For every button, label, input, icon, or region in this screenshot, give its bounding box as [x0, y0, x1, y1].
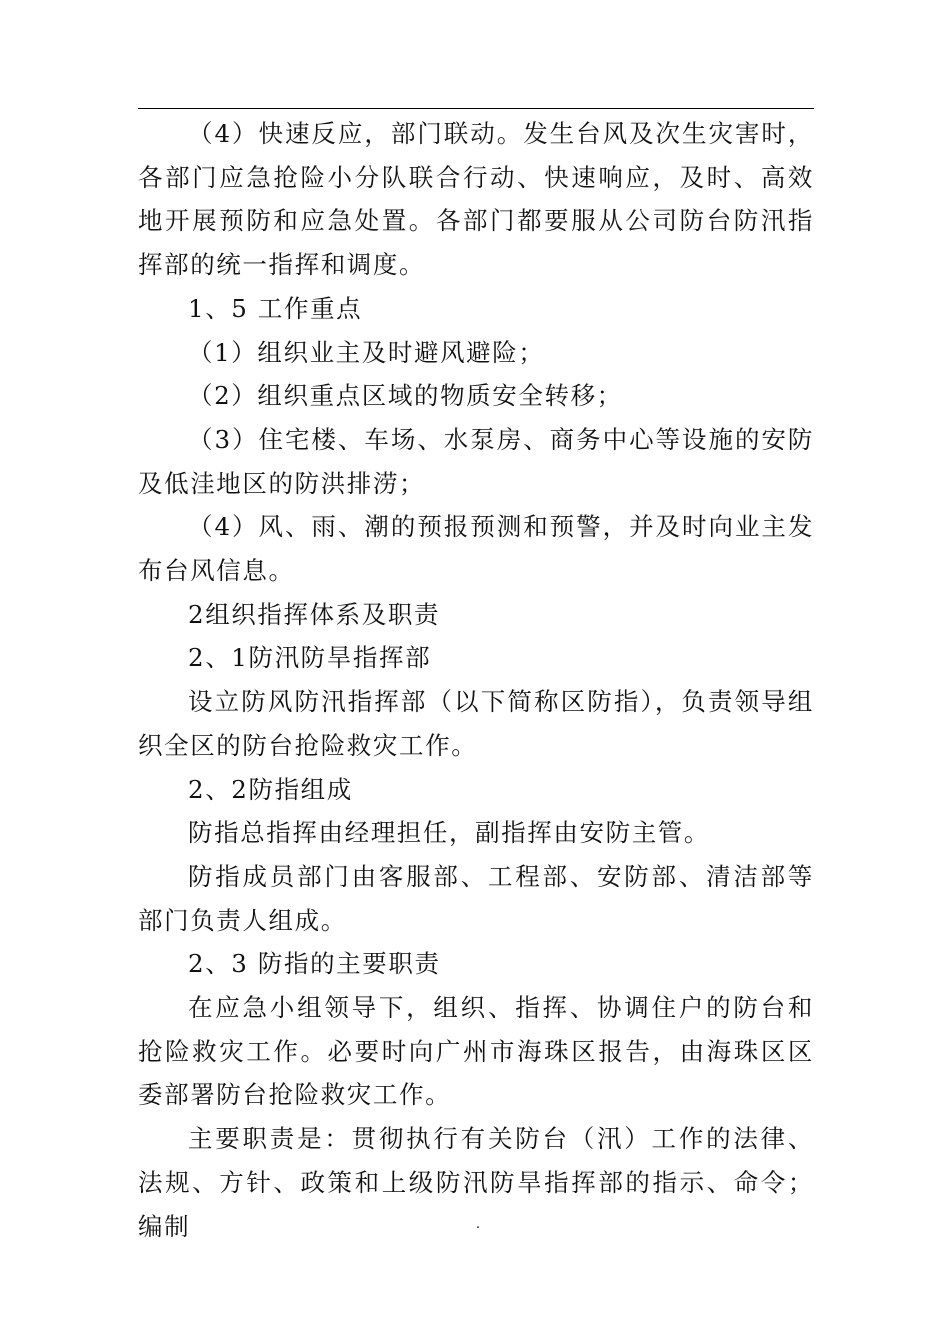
footer-mark: .: [475, 1216, 481, 1232]
heading-flood-drought-hq: 2、1防汛防旱指挥部: [188, 643, 432, 673]
paragraph-emergency-leadership: 在应急小组领导下，组织、指挥、协调住户的防台和抢险救灾工作。必要时向广州市海珠区报告，由海珠区区委部署防台抢险救灾工作。: [138, 993, 814, 1110]
list-item-evacuation: （1）组织业主及时避风避险；: [188, 337, 545, 367]
list-item-forecast-warning: （4）风、雨、潮的预报预测和预警，并及时向业主发布台风信息。: [138, 512, 814, 586]
paragraph-duties-detail: 主要职责是：贯彻执行有关防台（汛）工作的法律、法规、方针、政策和上级防汛防旱指挥部的指示、命令；编制: [138, 1124, 814, 1241]
heading-command-system: 2组织指挥体系及职责: [188, 599, 441, 629]
heading-main-duties: 2、3 防指的主要职责: [188, 949, 441, 979]
heading-work-focus: 1、5 工作重点: [188, 293, 363, 323]
paragraph-quick-response: （4）快速反应，部门联动。发生台风及次生灾害时，各部门应急抢险小分队联合行动、快速响应，及时、高效地开展预防和应急处置。各部门都要服从公司防台防汛指挥部的统一指挥和调度。: [138, 119, 814, 280]
header-rule: [138, 108, 814, 109]
heading-hq-composition: 2、2防指组成: [188, 774, 353, 804]
paragraph-commander: 防指总指挥由经理担任，副指挥由安防主管。: [188, 818, 710, 848]
paragraph-hq-establishment: 设立防风防汛指挥部（以下简称区防指），负责领导组织全区的防台抢险救灾工作。: [138, 687, 814, 760]
list-item-facility-protection: （3）住宅楼、车场、水泵房、商务中心等设施的安防及低洼地区的防洪排涝；: [138, 424, 814, 498]
paragraph-member-departments: 防指成员部门由客服部、工程部、安防部、清洁部等部门负责人组成。: [138, 861, 814, 935]
list-item-material-transfer: （2）组织重点区域的物质安全转移；: [188, 381, 623, 411]
document-body: [138, 112, 814, 1248]
